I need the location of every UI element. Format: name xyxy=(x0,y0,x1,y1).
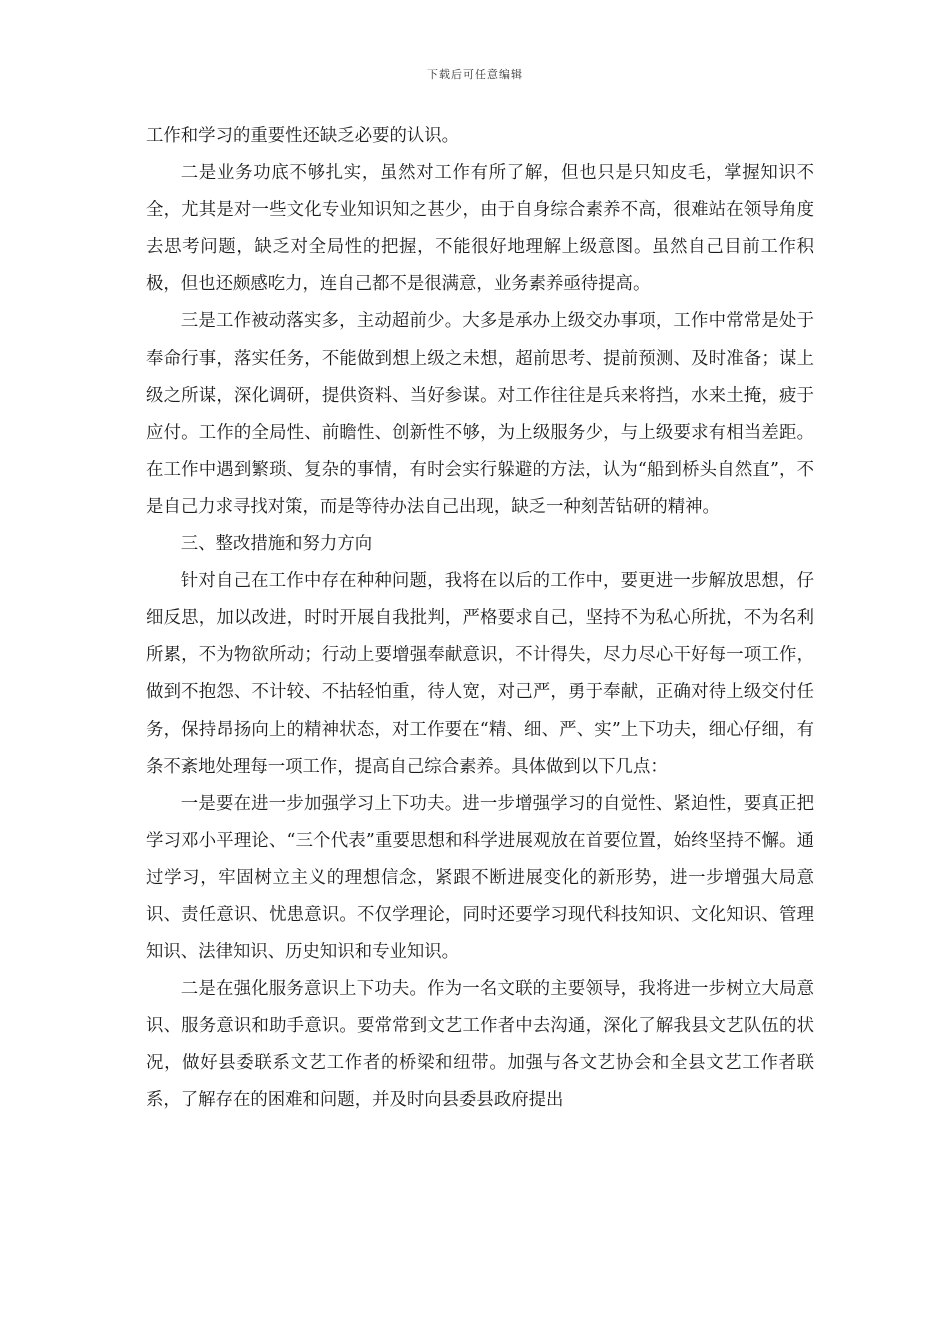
document-body xyxy=(146,118,814,1120)
page-header: 下载后可任意编辑 xyxy=(427,68,523,81)
paragraph-point-two: 二是业务功底不够扎实，虽然对工作有所了解，但也只是只知皮毛，掌握知识不全，尤其是对一些文化专业知识知之甚少，由于自身综合素养不高，很难站在领导角度去思考问题，缺乏对全局性的把握，不能很好地理解上级意图。虽然自己目前工作积极，但也还颇感吃力，连自己都不是很满意，业务素养亟待提高。 xyxy=(146,163,814,295)
paragraph-continuation: 工作和学习的重要性还缺乏必要的认识。 xyxy=(146,126,460,146)
paragraph-rectification-intro: 针对自己在工作中存在种种问题，我将在以后的工作中，要更进一步解放思想，仔细反思，加以改进，时时开展自我批判，严格要求自己，坚持不为私心所扰，不为名利所累，不为物欲所动；行动上要增强奉献意识，不计得失，尽力尽心干好每一项工作，做到不抱怨、不计较、不拈轻怕重，待人宽，对己严，勇于奉献，正确对待上级交付任务，保持昂扬向上的精神状态，对工作要在“精、细、严、实”上下功夫，细心仔细，有条不紊地处理每一项工作，提高自己综合素养。具体做到以下几点： xyxy=(146,571,814,777)
paragraph-point-three: 三是工作被动落实多，主动超前少。大多是承办上级交办事项，工作中常常是处于奉命行事，落实任务，不能做到想上级之未想，超前思考、提前预测、及时准备；谋上级之所谋，深化调研，提供资料、当好参谋。对工作往往是兵来将挡，水来土掩，疲于应付。工作的全局性、前瞻性、创新性不够，为上级服务少，与上级要求有相当差距。在工作中遇到繁琐、复杂的事情，有时会实行躲避的方法，认为“船到桥头自然直”，不是自己力求寻找对策，而是等待办法自己出现，缺乏一种刻苦钻研的精神。 xyxy=(146,311,814,517)
section-heading: 三、整改措施和努力方向 xyxy=(180,534,373,555)
paragraph-measure-one: 一是要在进一步加强学习上下功夫。进一步增强学习的自觉性、紧迫性，要真正把学习邓小平理论、“三个代表”重要思想和科学进展观放在首要位置，始终坚持不懈。通过学习，牢固树立主义的理想信念，紧跟不断进展变化的新形势，进一步增强大局意识、责任意识、忧患意识。不仅学理论，同时还要学习现代科技知识、文化知识、管理知识、法律知识、历史知识和专业知识。 xyxy=(146,793,814,963)
paragraph-measure-two: 二是在强化服务意识上下功夫。作为一名文联的主要领导，我将进一步树立大局意识、服务意识和助手意识。要常常到文艺工作者中去沟通，深化了解我县文艺队伍的状况，做好县委联系文艺工作者的桥梁和纽带。加强与各文艺协会和全县文艺工作者联系，了解存在的困难和问题，并及时向县委县政府提出 xyxy=(146,979,814,1111)
